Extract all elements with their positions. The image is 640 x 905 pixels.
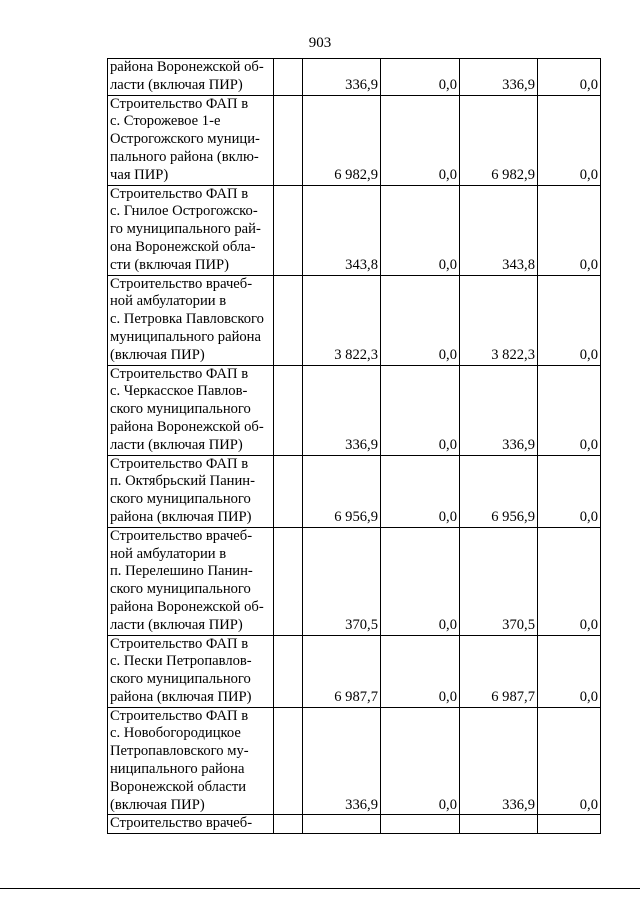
object-name-line: го муниципального рай- <box>110 221 261 238</box>
table-row <box>108 59 601 96</box>
value-cell-a: 6 982,9 <box>303 95 381 185</box>
empty-cell <box>274 815 303 834</box>
value-cell-a: 336,9 <box>303 707 381 815</box>
value-cell-a: 6 987,7 <box>303 635 381 707</box>
empty-cell <box>274 455 303 527</box>
object-name-line: Петропавловского му- <box>110 743 249 760</box>
value-cell-a <box>303 815 381 834</box>
object-name-line: ласти (включая ПИР) <box>110 616 243 633</box>
value-cell-b: 0,0 <box>381 95 460 185</box>
object-name-line: чая ПИР) <box>110 166 169 183</box>
value-cell-d: 0,0 <box>538 59 601 96</box>
value-cell-c: 336,9 <box>460 707 538 815</box>
empty-cell <box>274 635 303 707</box>
object-name-line: Строительство врачеб- <box>110 815 253 832</box>
object-name-line: Строительство ФАП в <box>110 455 249 472</box>
value-cell-a: 6 956,9 <box>303 455 381 527</box>
empty-cell <box>274 275 303 365</box>
value-cell-b: 0,0 <box>381 707 460 815</box>
value-cell-c: 343,8 <box>460 185 538 275</box>
object-name-line: района Воронежской об- <box>110 598 264 615</box>
object-name-cell <box>108 815 274 834</box>
object-name-cell <box>108 527 274 635</box>
empty-cell <box>274 185 303 275</box>
object-name-cell <box>108 95 274 185</box>
empty-cell <box>274 95 303 185</box>
table-row <box>108 707 601 815</box>
value-cell-d: 0,0 <box>538 527 601 635</box>
object-name-line: пального района (вклю- <box>110 148 259 165</box>
value-cell-b: 0,0 <box>381 59 460 96</box>
object-name-line: ского муниципального <box>110 581 251 598</box>
object-name-line: Строительство ФАП в <box>110 707 249 724</box>
object-name-line: района (включая ПИР) <box>110 508 252 525</box>
object-name-line: ласти (включая ПИР) <box>110 76 243 93</box>
empty-cell <box>274 365 303 455</box>
value-cell-b: 0,0 <box>381 527 460 635</box>
object-name-line: ниципального района <box>110 761 245 778</box>
object-name-cell <box>108 455 274 527</box>
budget-table <box>107 58 601 834</box>
value-cell-a: 3 822,3 <box>303 275 381 365</box>
empty-cell <box>274 527 303 635</box>
object-name-line: района (включая ПИР) <box>110 688 252 705</box>
object-name-line: с. Гнилое Острогожско- <box>110 203 258 220</box>
object-name-line: Строительство ФАП в <box>110 95 249 112</box>
footer-rule <box>0 888 640 889</box>
table-row <box>108 455 601 527</box>
value-cell-c: 3 822,3 <box>460 275 538 365</box>
table-row <box>108 275 601 365</box>
value-cell-c: 6 982,9 <box>460 95 538 185</box>
object-name-cell <box>108 185 274 275</box>
value-cell-d: 0,0 <box>538 95 601 185</box>
value-cell-d: 0,0 <box>538 707 601 815</box>
value-cell-c: 336,9 <box>460 365 538 455</box>
object-name-line: муниципального района <box>110 328 261 345</box>
value-cell-a: 370,5 <box>303 527 381 635</box>
object-name-line: ласти (включая ПИР) <box>110 436 243 453</box>
object-name-cell <box>108 635 274 707</box>
table-row <box>108 635 601 707</box>
object-name-line: п. Перелешино Панин- <box>110 563 253 580</box>
value-cell-b: 0,0 <box>381 635 460 707</box>
table-row <box>108 815 601 834</box>
value-cell-b: 0,0 <box>381 185 460 275</box>
page-number: 903 <box>308 35 332 51</box>
empty-cell <box>274 59 303 96</box>
object-name-line: района Воронежской об- <box>110 59 264 75</box>
object-name-line: п. Октябрьский Панин- <box>110 473 255 490</box>
value-cell-d: 0,0 <box>538 275 601 365</box>
object-name-line: Строительство ФАП в <box>110 365 249 382</box>
value-cell-d <box>538 815 601 834</box>
object-name-line: (включая ПИР) <box>110 796 205 813</box>
object-name-line: Строительство врачеб- <box>110 275 253 292</box>
object-name-line: ной амбулатории в <box>110 545 227 562</box>
budget-table-body <box>108 59 601 834</box>
object-name-line: сти (включая ПИР) <box>110 256 230 273</box>
object-name-cell <box>108 365 274 455</box>
value-cell-d: 0,0 <box>538 365 601 455</box>
value-cell-a: 336,9 <box>303 365 381 455</box>
value-cell-d: 0,0 <box>538 455 601 527</box>
object-name-line: Строительство ФАП в <box>110 635 249 652</box>
object-name-cell <box>108 275 274 365</box>
value-cell-c <box>460 815 538 834</box>
value-cell-a: 343,8 <box>303 185 381 275</box>
value-cell-b: 0,0 <box>381 365 460 455</box>
value-cell-a: 336,9 <box>303 59 381 96</box>
object-name-line: Острогожского муници- <box>110 131 260 148</box>
object-name-line: ского муниципального <box>110 491 251 508</box>
value-cell-d: 0,0 <box>538 185 601 275</box>
object-name-line: ского муниципального <box>110 401 251 418</box>
value-cell-b <box>381 815 460 834</box>
value-cell-c: 336,9 <box>460 59 538 96</box>
value-cell-b: 0,0 <box>381 455 460 527</box>
object-name-line: с. Сторожевое 1-е <box>110 113 221 130</box>
object-name-line: Строительство врачеб- <box>110 527 253 544</box>
value-cell-c: 6 956,9 <box>460 455 538 527</box>
object-name-line: с. Новобогородицкое <box>110 725 241 742</box>
table-row <box>108 365 601 455</box>
object-name-line: ского муниципального <box>110 671 251 688</box>
table-row <box>108 527 601 635</box>
object-name-cell <box>108 707 274 815</box>
table-row <box>108 95 601 185</box>
object-name-line: Строительство ФАП в <box>110 185 249 202</box>
object-name-line: с. Черкасское Павлов- <box>110 383 248 400</box>
object-name-line: с. Петровка Павловского <box>110 311 264 328</box>
object-name-line: ной амбулатории в <box>110 293 227 310</box>
value-cell-d: 0,0 <box>538 635 601 707</box>
object-name-line: (включая ПИР) <box>110 346 205 363</box>
object-name-line: она Воронежской обла- <box>110 238 256 255</box>
value-cell-b: 0,0 <box>381 275 460 365</box>
table-row <box>108 185 601 275</box>
object-name-line: Воронежской области <box>110 778 247 795</box>
object-name-line: с. Пески Петропавлов- <box>110 653 252 670</box>
empty-cell <box>274 707 303 815</box>
value-cell-c: 370,5 <box>460 527 538 635</box>
object-name-cell <box>108 59 274 96</box>
value-cell-c: 6 987,7 <box>460 635 538 707</box>
object-name-line: района Воронежской об- <box>110 418 264 435</box>
